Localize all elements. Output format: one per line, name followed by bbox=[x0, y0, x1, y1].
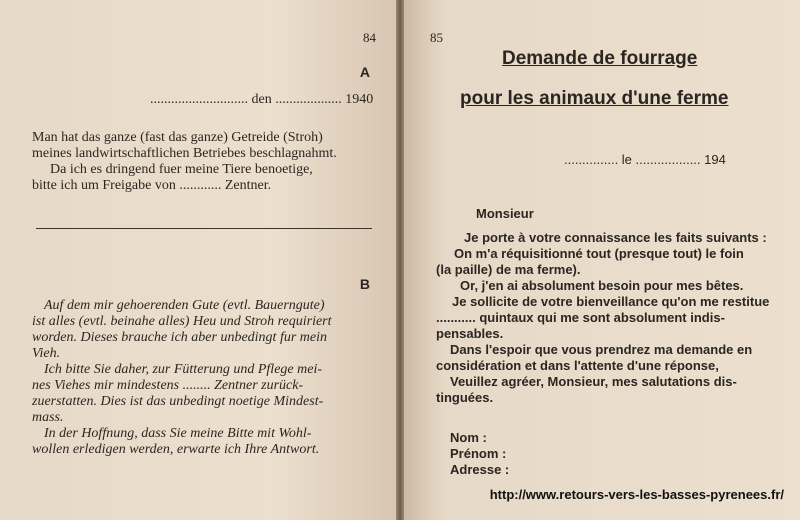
body-line-3: (la paille) de ma ferme). bbox=[436, 262, 581, 277]
body-line-1: Je porte à votre connaissance les faits suivants : bbox=[464, 230, 767, 245]
para1-line-1: Man hat das ganze (fast das ganze) Getreide (Stroh) bbox=[32, 130, 323, 145]
body-line-5: Je sollicite de votre bienveillance qu'on me restitue bbox=[452, 294, 770, 309]
para4-line-2: nes Viehes mir mindestens ........ Zentner zurück- bbox=[32, 378, 304, 393]
section-a-label: A bbox=[359, 64, 370, 80]
left-page bbox=[0, 0, 396, 520]
para5-line-1: In der Hoffnung, dass Sie meine Bitte mit Wohl- bbox=[44, 426, 312, 441]
page-number-left: 84 bbox=[363, 30, 376, 45]
body-line-9: considération et dans l'attente d'une réponse, bbox=[436, 358, 719, 373]
form-title-line-1: Demande de fourrage bbox=[502, 48, 698, 69]
field-prenom: Prénom : bbox=[450, 446, 507, 461]
body-line-4: Or, j'en ai absolument besoin pour mes bêtes. bbox=[460, 278, 744, 293]
body-line-10: Veuillez agréer, Monsieur, mes salutations dis- bbox=[450, 374, 737, 389]
date-line-de: ............................ den ................... 1940 bbox=[150, 92, 374, 107]
section-divider bbox=[36, 228, 372, 229]
para3-line-4: Vieh. bbox=[32, 346, 61, 361]
section-b-label: B bbox=[359, 276, 370, 292]
para3-line-2: ist alles (evtl. beinahe alles) Heu und Stroh requiriert bbox=[32, 314, 332, 329]
para1-line-2: meines landwirtschaftlichen Betriebes beschlagnahmt. bbox=[32, 146, 337, 161]
body-line-7: pensables. bbox=[436, 326, 504, 341]
book-gutter bbox=[396, 0, 404, 520]
salutation: Monsieur bbox=[476, 206, 534, 221]
watermark-url: http://www.retours-vers-les-basses-pyrenees.fr/ bbox=[489, 487, 784, 502]
para4-line-3: zuerstatten. Dies ist das unbedingt noetige Mindest- bbox=[32, 394, 324, 409]
para3-line-3: worden. Dieses brauche ich aber unbedingt fur mein bbox=[32, 330, 327, 345]
para3-line-1: Auf dem mir gehoerenden Gute (evtl. Bauerngute) bbox=[44, 298, 325, 313]
para4-line-1: Ich bitte Sie daher, zur Fütterung und Pflege mei- bbox=[44, 362, 322, 377]
body-line-6: ........... quintaux qui me sont absolument indis- bbox=[436, 310, 725, 325]
para5-line-2: wollen erledigen werden, erwarte ich Ihre Antwort. bbox=[32, 442, 320, 457]
para2-line-1: Da ich es dringend fuer meine Tiere benoetige, bbox=[50, 162, 313, 177]
page-number-right: 85 bbox=[430, 30, 443, 45]
date-line-le: ............... le .................. 194 bbox=[564, 152, 726, 167]
right-page bbox=[404, 0, 800, 520]
form-title-line-2: pour les animaux d'une ferme bbox=[460, 88, 729, 109]
para4-line-4: mass. bbox=[32, 410, 64, 425]
field-adresse: Adresse : bbox=[450, 462, 510, 477]
body-line-8: Dans l'espoir que vous prendrez ma demande en bbox=[450, 342, 753, 357]
body-line-2: On m'a réquisitionné tout (presque tout) le foin bbox=[454, 246, 744, 261]
body-line-11: tinguées. bbox=[436, 390, 494, 405]
para2-line-2: bitte ich um Freigabe von ............ Zentner. bbox=[32, 178, 272, 193]
field-nom: Nom : bbox=[450, 430, 487, 445]
